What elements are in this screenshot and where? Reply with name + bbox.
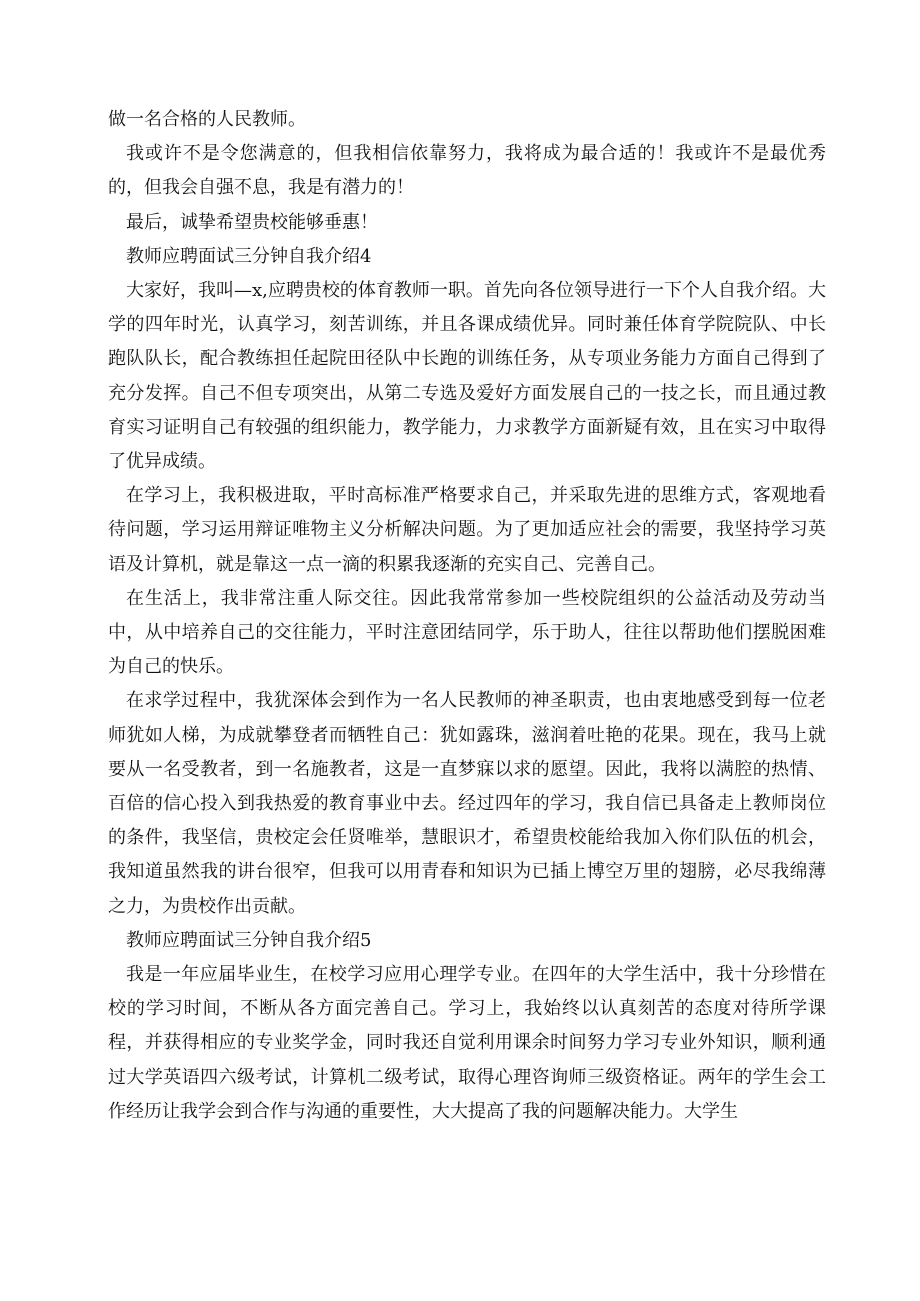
paragraph: 做一名合格的人民教师。 (108, 109, 306, 130)
section-heading: 教师应聘面试三分钟自我介绍4 (126, 245, 372, 267)
document-body (108, 103, 826, 1129)
paragraph: 大家好，我叫—x,应聘贵校的体育教师一职。首先向各位领导进行一下个人自我介绍。大学的四年时光，认真学习，刻苦训练，并且各课成绩优异。同时兼任体育学院院队、中长跑队队长，配合教练担任起院田径队中长跑的训练任务，从专项业务能力方面自己得到了充分发挥。自己不但专项突出，从第二专选及爱好方面发展自己的一技之长，而且通过教育实习证明自己有较强的组织能力，教学能力，力求教学方面新疑有效，且在实习中取得了优异成绩。 (108, 280, 826, 473)
paragraph: 在学习上，我积极进取，平时高标准严格要求自己，并采取先进的思维方式，客观地看待问题，学习运用辩证唯物主义分析解决问题。为了更加适应社会的需要，我坚持学习英语及计算机，就是靠这一点一滴的积累我逐渐的充实自己、完善自己。 (108, 485, 826, 575)
paragraph: 我或许不是令您满意的，但我相信依靠努力，我将成为最合适的！我或许不是最优秀的，但我会自强不息，我是有潜力的！ (108, 143, 826, 199)
paragraph: 最后，诚挚希望贵校能够垂惠！ (126, 211, 378, 233)
paragraph: 在生活上，我非常注重人际交往。因此我常常参加一些校院组织的公益活动及劳动当中，从中培养自己的交往能力，平时注意团结同学，乐于助人，往往以帮助他们摆脱困难为自己的快乐。 (108, 587, 826, 678)
paragraph: 在求学过程中，我犹深体会到作为一名人民教师的神圣职责，也由衷地感受到每一位老师犹如人梯，为成就攀登者而牺牲自己：犹如露珠，滋润着吐艳的花果。现在，我马上就要从一名受教者，到一名施教者，这是一直梦寐以求的愿望。因此，我将以满腔的热情、百倍的信心投入到我热爱的教育事业中去。经过四年的学习，我自信已具备走上教师岗位的条件，我坚信，贵校定会任贤唯举，慧眼识才，希望贵校能给我加入你们队伍的机会，我知道虽然我的讲台很窄，但我可以用青春和知识为已插上博空万里的翅膀，必尽我绵薄之力，为贵校作出贡献。 (108, 690, 826, 917)
paragraph: 我是一年应届毕业生，在校学习应用心理学专业。在四年的大学生活中，我十分珍惜在校的学习时间，不断从各方面完善自己。学习上，我始终以认真刻苦的态度对待所学课程，并获得相应的专业奖学金，同时我还自觉利用课余时间努力学习专业外知识，顺利通过大学英语四六级考试，计算机二级考试，取得心理咨询师三级资格证。两年的学生会工作经历让我学会到合作与沟通的重要性，大大提高了我的问题解决能力。大学生 (108, 964, 826, 1122)
section-heading: 教师应聘面试三分钟自我介绍5 (126, 929, 372, 951)
